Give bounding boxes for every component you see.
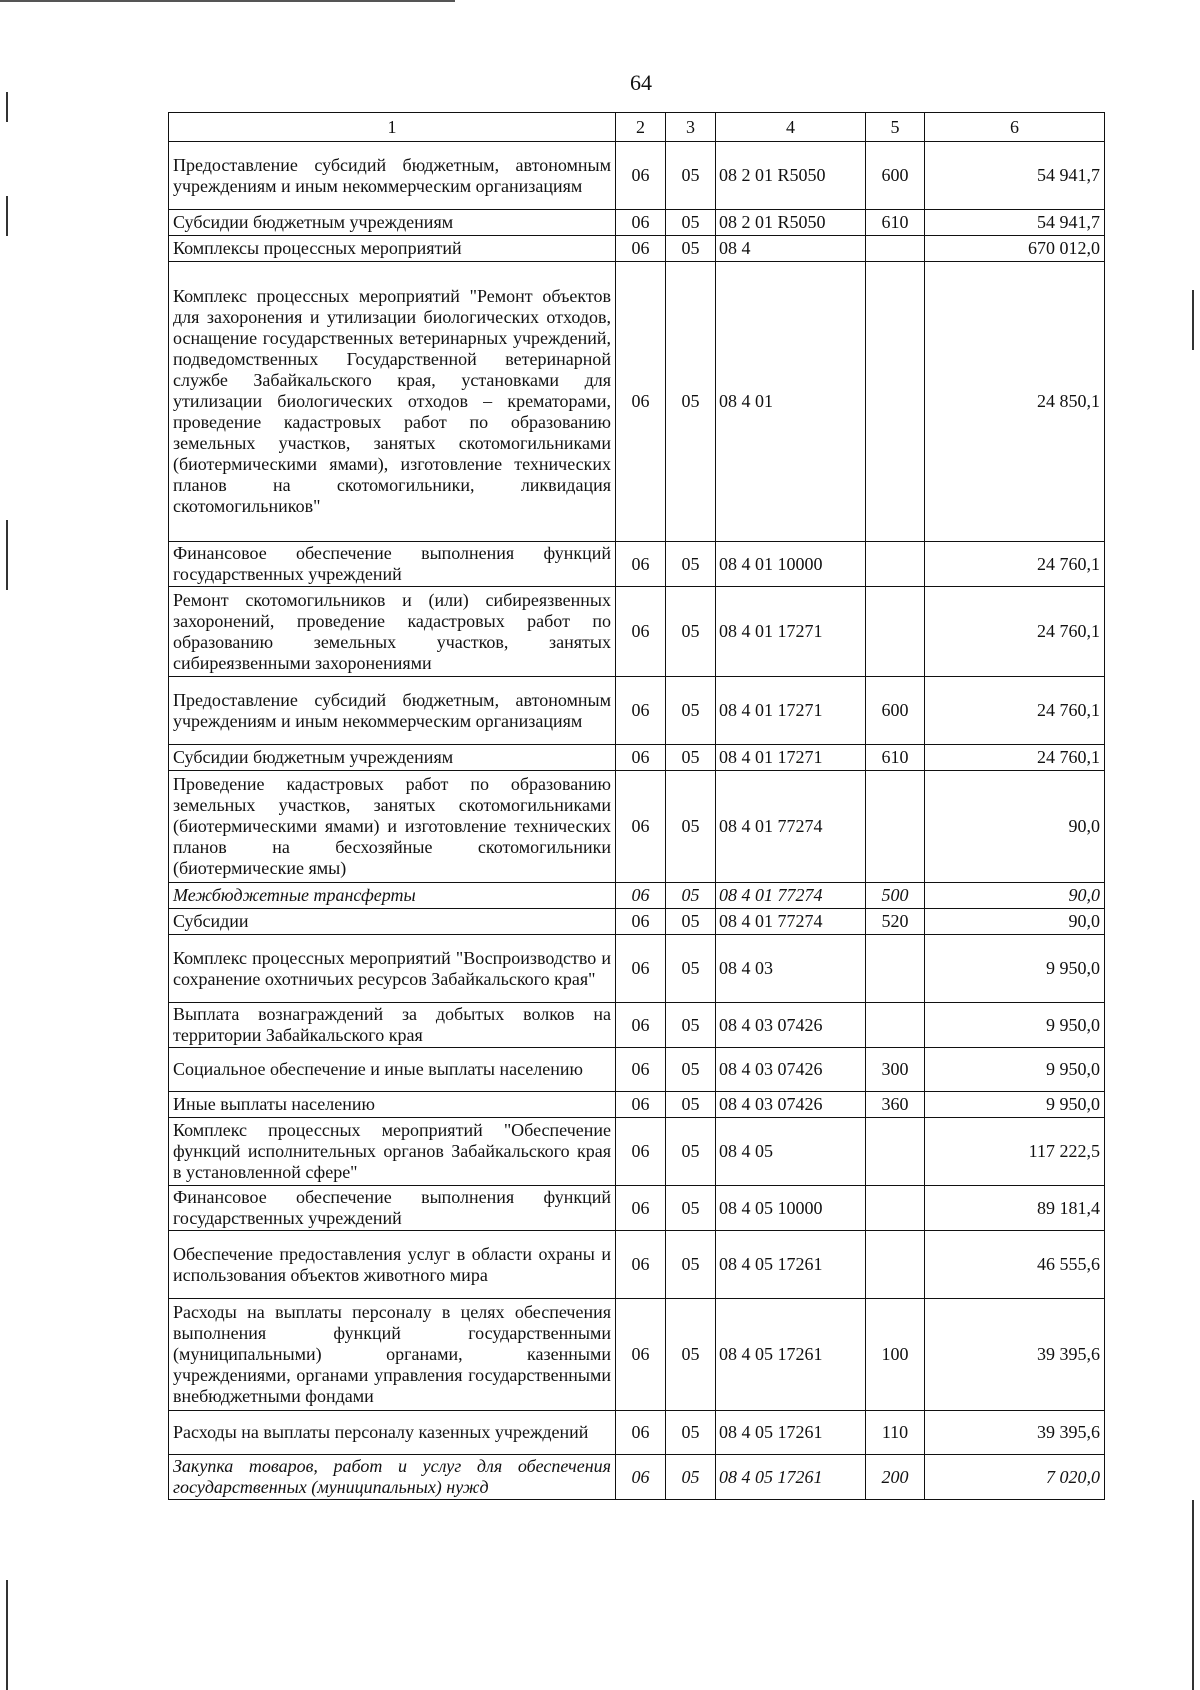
row-section-code: 06 bbox=[616, 1299, 666, 1411]
row-target-code: 08 4 05 17261 bbox=[716, 1231, 866, 1299]
row-section-code: 06 bbox=[616, 210, 666, 236]
row-subsection-code: 05 bbox=[666, 542, 716, 587]
row-subsection-code: 05 bbox=[666, 1411, 716, 1455]
row-target-code: 08 4 01 17271 bbox=[716, 677, 866, 745]
row-expense-type bbox=[866, 262, 925, 542]
row-name: Субсидии бюджетным учреждениям bbox=[169, 210, 616, 236]
table-row bbox=[169, 909, 1105, 935]
row-name: Финансовое обеспечение выполнения функций государственных учреждений bbox=[169, 1186, 616, 1231]
page-number: 64 bbox=[630, 70, 652, 95]
row-subsection-code: 05 bbox=[666, 1455, 716, 1500]
row-section-code: 06 bbox=[616, 1411, 666, 1455]
row-amount: 24 850,1 bbox=[925, 262, 1105, 542]
scan-edge-left bbox=[6, 92, 8, 122]
table-row bbox=[169, 883, 1105, 909]
table-row bbox=[169, 771, 1105, 883]
table-header-row bbox=[169, 113, 1105, 142]
row-subsection-code: 05 bbox=[666, 1048, 716, 1092]
row-target-code: 08 2 01 R5050 bbox=[716, 142, 866, 210]
table-row bbox=[169, 935, 1105, 1003]
row-name: Проведение кадастровых работ по образованию земельных участков, занятых скотомогильниками (биотермическими ямами) и изготовление технических планов на бесхозяйные скотомогильники (биотермические ямы) bbox=[169, 771, 616, 883]
row-target-code: 08 4 03 07426 bbox=[716, 1092, 866, 1118]
row-name: Предоставление субсидий бюджетным, автономным учреждениям и иным некоммерческим организациям bbox=[169, 142, 616, 210]
row-target-code: 08 4 03 07426 bbox=[716, 1048, 866, 1092]
row-subsection-code: 05 bbox=[666, 1092, 716, 1118]
row-subsection-code: 05 bbox=[666, 1186, 716, 1231]
row-name: Комплексы процессных мероприятий bbox=[169, 236, 616, 262]
row-amount: 46 555,6 bbox=[925, 1231, 1105, 1299]
table-row bbox=[169, 587, 1105, 677]
row-expense-type bbox=[866, 1118, 925, 1186]
row-subsection-code: 05 bbox=[666, 1231, 716, 1299]
row-subsection-code: 05 bbox=[666, 883, 716, 909]
row-target-code: 08 4 01 bbox=[716, 262, 866, 542]
row-amount: 9 950,0 bbox=[925, 1048, 1105, 1092]
column-header: 1 bbox=[169, 113, 616, 142]
row-target-code: 08 4 03 07426 bbox=[716, 1003, 866, 1048]
row-subsection-code: 05 bbox=[666, 909, 716, 935]
row-section-code: 06 bbox=[616, 587, 666, 677]
table-row bbox=[169, 1231, 1105, 1299]
row-name: Межбюджетные трансферты bbox=[169, 883, 616, 909]
row-section-code: 06 bbox=[616, 909, 666, 935]
row-subsection-code: 05 bbox=[666, 771, 716, 883]
row-section-code: 06 bbox=[616, 262, 666, 542]
table-row bbox=[169, 1048, 1105, 1092]
scan-edge-right bbox=[1192, 290, 1194, 350]
row-expense-type: 100 bbox=[866, 1299, 925, 1411]
row-section-code: 06 bbox=[616, 935, 666, 1003]
row-target-code: 08 4 05 17261 bbox=[716, 1455, 866, 1500]
row-subsection-code: 05 bbox=[666, 210, 716, 236]
row-subsection-code: 05 bbox=[666, 236, 716, 262]
row-expense-type bbox=[866, 1186, 925, 1231]
budget-table bbox=[168, 112, 1105, 1500]
row-expense-type: 600 bbox=[866, 677, 925, 745]
row-amount: 90,0 bbox=[925, 771, 1105, 883]
row-amount: 90,0 bbox=[925, 883, 1105, 909]
scan-edge-top bbox=[0, 0, 455, 2]
table-row bbox=[169, 1186, 1105, 1231]
row-expense-type: 520 bbox=[866, 909, 925, 935]
row-name: Расходы на выплаты персоналу казенных учреждений bbox=[169, 1411, 616, 1455]
row-section-code: 06 bbox=[616, 142, 666, 210]
table-row bbox=[169, 210, 1105, 236]
row-expense-type: 110 bbox=[866, 1411, 925, 1455]
row-section-code: 06 bbox=[616, 1003, 666, 1048]
row-name: Выплата вознаграждений за добытых волков на территории Забайкальского края bbox=[169, 1003, 616, 1048]
row-target-code: 08 4 03 bbox=[716, 935, 866, 1003]
row-section-code: 06 bbox=[616, 745, 666, 771]
row-subsection-code: 05 bbox=[666, 262, 716, 542]
row-section-code: 06 bbox=[616, 236, 666, 262]
row-amount: 24 760,1 bbox=[925, 677, 1105, 745]
row-subsection-code: 05 bbox=[666, 587, 716, 677]
row-expense-type bbox=[866, 236, 925, 262]
row-amount: 24 760,1 bbox=[925, 587, 1105, 677]
row-subsection-code: 05 bbox=[666, 1299, 716, 1411]
row-section-code: 06 bbox=[616, 883, 666, 909]
row-expense-type bbox=[866, 1003, 925, 1048]
row-target-code: 08 4 01 17271 bbox=[716, 745, 866, 771]
table-row bbox=[169, 677, 1105, 745]
row-name: Иные выплаты населению bbox=[169, 1092, 616, 1118]
row-amount: 9 950,0 bbox=[925, 1003, 1105, 1048]
row-amount: 39 395,6 bbox=[925, 1411, 1105, 1455]
row-expense-type: 600 bbox=[866, 142, 925, 210]
table-row bbox=[169, 745, 1105, 771]
row-section-code: 06 bbox=[616, 1186, 666, 1231]
row-target-code: 08 4 bbox=[716, 236, 866, 262]
row-expense-type bbox=[866, 587, 925, 677]
row-subsection-code: 05 bbox=[666, 745, 716, 771]
row-target-code: 08 4 01 77274 bbox=[716, 909, 866, 935]
row-amount: 24 760,1 bbox=[925, 745, 1105, 771]
row-target-code: 08 4 01 77274 bbox=[716, 883, 866, 909]
row-amount: 9 950,0 bbox=[925, 935, 1105, 1003]
row-section-code: 06 bbox=[616, 677, 666, 745]
row-target-code: 08 4 05 17261 bbox=[716, 1299, 866, 1411]
row-name: Комплекс процессных мероприятий "Ремонт объектов для захоронения и утилизации биологических отходов, оснащение государственных ветеринарных учреждений, подведомственных Государственной ветеринарной службе Забайкальского края, установками для утилизации биологических отходов – крематорами, проведение кадастровых работ по образованию земельных участков, занятых скотомогильниками (биотермическими ямами), изготовление технических планов на скотомогильники, ликвидация скотомогильников" bbox=[169, 262, 616, 542]
row-expense-type: 610 bbox=[866, 210, 925, 236]
row-amount: 670 012,0 bbox=[925, 236, 1105, 262]
table-row bbox=[169, 1092, 1105, 1118]
row-section-code: 06 bbox=[616, 1455, 666, 1500]
row-subsection-code: 05 bbox=[666, 677, 716, 745]
row-section-code: 06 bbox=[616, 1231, 666, 1299]
column-header: 5 bbox=[866, 113, 925, 142]
row-expense-type: 500 bbox=[866, 883, 925, 909]
row-name: Социальное обеспечение и иные выплаты населению bbox=[169, 1048, 616, 1092]
table-row bbox=[169, 1299, 1105, 1411]
row-subsection-code: 05 bbox=[666, 142, 716, 210]
row-section-code: 06 bbox=[616, 1048, 666, 1092]
row-target-code: 08 4 05 17261 bbox=[716, 1411, 866, 1455]
row-target-code: 08 4 01 77274 bbox=[716, 771, 866, 883]
row-amount: 9 950,0 bbox=[925, 1092, 1105, 1118]
row-name: Субсидии бюджетным учреждениям bbox=[169, 745, 616, 771]
row-name: Обеспечение предоставления услуг в области охраны и использования объектов животного мира bbox=[169, 1231, 616, 1299]
row-name: Закупка товаров, работ и услуг для обеспечения государственных (муниципальных) нужд bbox=[169, 1455, 616, 1500]
column-header: 2 bbox=[616, 113, 666, 142]
scan-edge-left bbox=[6, 520, 8, 590]
scan-edge-left bbox=[6, 196, 8, 236]
row-amount: 7 020,0 bbox=[925, 1455, 1105, 1500]
row-target-code: 08 4 01 10000 bbox=[716, 542, 866, 587]
row-expense-type bbox=[866, 1231, 925, 1299]
table-row bbox=[169, 262, 1105, 542]
row-amount: 117 222,5 bbox=[925, 1118, 1105, 1186]
table-row bbox=[169, 236, 1105, 262]
row-expense-type bbox=[866, 771, 925, 883]
row-name: Комплекс процессных мероприятий "Воспроизводство и сохранение охотничьих ресурсов Забайкальского края" bbox=[169, 935, 616, 1003]
row-name: Ремонт скотомогильников и (или) сибиреязвенных захоронений, проведение кадастровых работ по образованию земельных участков, занятых сибиреязвенными захоронениями bbox=[169, 587, 616, 677]
column-header: 6 bbox=[925, 113, 1105, 142]
row-section-code: 06 bbox=[616, 1092, 666, 1118]
row-name: Финансовое обеспечение выполнения функций государственных учреждений bbox=[169, 542, 616, 587]
row-target-code: 08 4 01 17271 bbox=[716, 587, 866, 677]
scan-edge-right bbox=[1192, 1500, 1194, 1690]
table-row bbox=[169, 142, 1105, 210]
column-header: 3 bbox=[666, 113, 716, 142]
table-row bbox=[169, 542, 1105, 587]
row-section-code: 06 bbox=[616, 771, 666, 883]
row-amount: 90,0 bbox=[925, 909, 1105, 935]
row-name: Расходы на выплаты персоналу в целях обеспечения выполнения функций государственными (муниципальными) органами, казенными учреждениями, органами управления государственными внебюджетными фондами bbox=[169, 1299, 616, 1411]
row-name: Комплекс процессных мероприятий "Обеспечение функций исполнительных органов Забайкальского края в установленной сфере" bbox=[169, 1118, 616, 1186]
row-expense-type: 360 bbox=[866, 1092, 925, 1118]
row-section-code: 06 bbox=[616, 1118, 666, 1186]
row-target-code: 08 4 05 bbox=[716, 1118, 866, 1186]
row-expense-type bbox=[866, 542, 925, 587]
row-subsection-code: 05 bbox=[666, 1118, 716, 1186]
row-amount: 89 181,4 bbox=[925, 1186, 1105, 1231]
row-expense-type: 610 bbox=[866, 745, 925, 771]
row-amount: 24 760,1 bbox=[925, 542, 1105, 587]
scan-edge-left bbox=[6, 1580, 8, 1690]
row-section-code: 06 bbox=[616, 542, 666, 587]
table-row bbox=[169, 1118, 1105, 1186]
table-row bbox=[169, 1411, 1105, 1455]
row-expense-type: 300 bbox=[866, 1048, 925, 1092]
column-header: 4 bbox=[716, 113, 866, 142]
row-subsection-code: 05 bbox=[666, 1003, 716, 1048]
row-name: Предоставление субсидий бюджетным, автономным учреждениям и иным некоммерческим организациям bbox=[169, 677, 616, 745]
table-row bbox=[169, 1455, 1105, 1500]
row-amount: 54 941,7 bbox=[925, 210, 1105, 236]
row-expense-type bbox=[866, 935, 925, 1003]
row-subsection-code: 05 bbox=[666, 935, 716, 1003]
table-row bbox=[169, 1003, 1105, 1048]
row-name: Субсидии bbox=[169, 909, 616, 935]
row-target-code: 08 4 05 10000 bbox=[716, 1186, 866, 1231]
row-amount: 54 941,7 bbox=[925, 142, 1105, 210]
row-expense-type: 200 bbox=[866, 1455, 925, 1500]
row-amount: 39 395,6 bbox=[925, 1299, 1105, 1411]
row-target-code: 08 2 01 R5050 bbox=[716, 210, 866, 236]
